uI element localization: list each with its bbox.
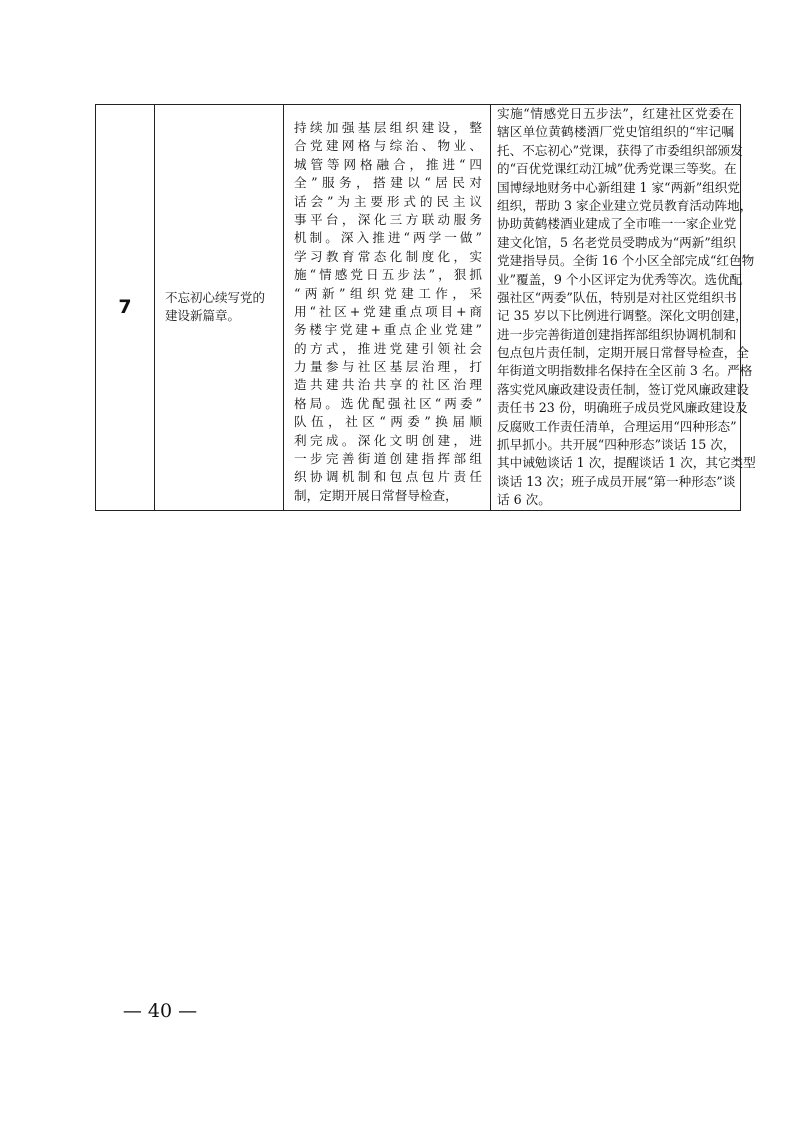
text-line: 党建指导员。全街 16 个小区全部完成“红色物	[497, 253, 755, 269]
text-line: 其中诫勉谈话 1 次，提醒谈话 1 次，其它类型	[497, 455, 756, 471]
text-line: 务楼宇党建+重点企业党建”	[294, 322, 482, 338]
text-line: 国博绿地财务中心新组建 1 家“两新”组织党	[497, 179, 740, 195]
text-line: 全”服务，搭建以“居民对	[294, 175, 482, 191]
text-line: 造共建共治共享的社区治理	[294, 377, 482, 393]
text-line: “两新”组织党建工作，采	[294, 285, 482, 301]
text-line: 利完成。深化文明创建，进	[294, 432, 482, 448]
work-summary-table	[95, 104, 756, 511]
text-line: 队伍，社区“两委”换届顺	[294, 414, 482, 430]
text-line: 织协调机制和包点包片责任	[294, 469, 482, 485]
text-line: 辖区单位黄鹤楼酒厂党史馆组织的“牢记嘱	[497, 124, 734, 140]
text-line: 实施“情感党日五步法”，红建社区党委在	[497, 106, 734, 121]
table-row	[96, 105, 741, 511]
text-line: 强社区“两委”队伍，特别是对社区党组织书	[497, 289, 737, 305]
text-line: 的方式，推进党建引领社会	[294, 340, 482, 356]
plan-text	[294, 119, 482, 505]
text-line: 话会”为主要形式的民主议	[294, 193, 482, 209]
text-line: 进一步完善街道创建指挥部组织协调机制和	[497, 326, 737, 342]
text-line: 持续加强基层组织建设，整	[294, 120, 482, 135]
page-number: — 40 —	[122, 1000, 198, 1022]
text-line: 组织，帮助 3 家企业建立党员教育活动阵地，	[497, 197, 753, 213]
text-line: 格局。选优配强社区“两委”	[294, 395, 482, 411]
text-line: 一步完善街道创建指挥部组	[294, 451, 482, 467]
row-title: 不忘初心续写党的建设新篇章。	[155, 105, 284, 511]
text-line: 记 35 岁以下比例进行调整。深化文明创建，	[497, 308, 748, 324]
text-line: 力量参与社区基层治理，打	[294, 359, 482, 375]
text-line: 学习教育常态化制度化，实	[294, 248, 482, 264]
text-line: 的“百优党课红动江城”优秀党课三等奖。在	[497, 161, 737, 177]
text-line: 落实党风廉政建设责任制，签订党风廉政建设	[497, 381, 749, 397]
text-line: 包点包片责任制，定期开展日常督导检查，全	[497, 345, 749, 361]
text-line: 业”覆盖，9 个小区评定为优秀等次。选优配	[497, 271, 743, 287]
text-line: 施“情感党日五步法”，狠抓	[294, 267, 482, 283]
text-line: 抓早抓小。共开展“四种形态”谈话 15 次，	[497, 437, 736, 453]
text-line: 用“社区+党建重点项目+商	[294, 303, 482, 319]
text-line: 机制。深入推进“两学一做”	[294, 230, 482, 246]
completion-cell	[491, 105, 756, 511]
row-number: 7	[96, 105, 155, 511]
completion-text	[497, 105, 756, 510]
text-line: 年街道文明指数排名保持在全区前 3 名。严格	[497, 363, 753, 379]
text-line: 话 6 次。	[497, 492, 551, 508]
plan-cell	[284, 105, 491, 511]
text-line: 托、不忘初心”党课，获得了市委组织部颁发	[497, 142, 743, 158]
text-line: 制，定期开展日常督导检查，	[294, 487, 458, 503]
text-line: 反腐败工作责任清单，合理运用“四种形态”	[497, 418, 737, 434]
text-line: 建文化馆，5 名老党员受聘成为“两新”组织	[497, 234, 736, 250]
text-line: 责任书 23 份，明确班子成员党风廉政建设及	[497, 400, 748, 416]
text-line: 城管等网格融合，推进“四	[294, 156, 482, 172]
text-line: 谈话 13 次；班子成员开展“第一种形态”谈	[497, 473, 736, 489]
text-line: 合党建网格与综治、物业、	[294, 138, 482, 154]
text-line: 协助黄鹤楼酒业建成了全市唯一一家企业党	[497, 216, 737, 232]
text-line: 事平台，深化三方联动服务	[294, 211, 482, 227]
